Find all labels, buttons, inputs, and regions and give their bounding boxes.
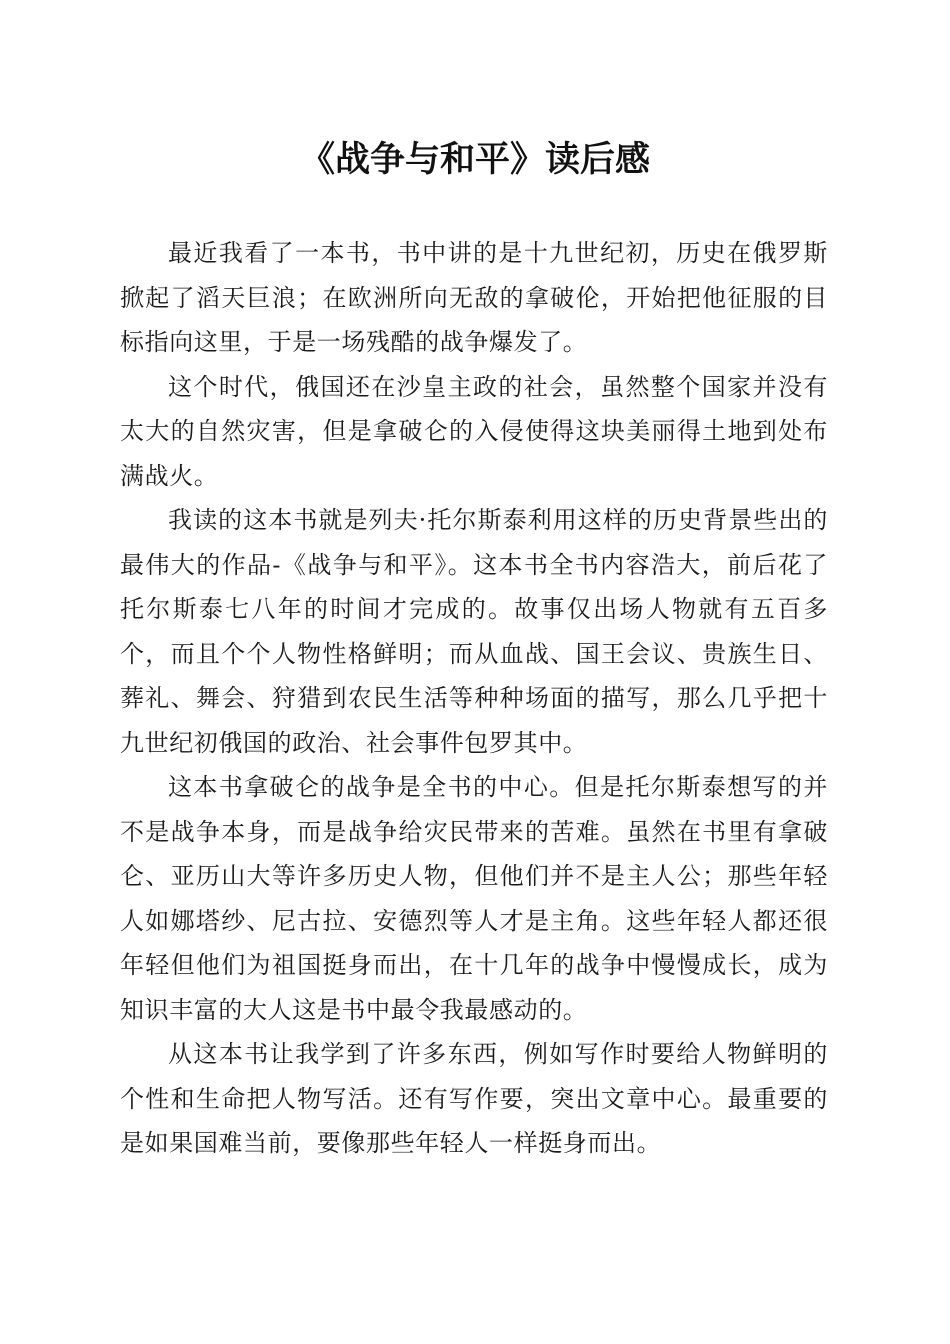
paragraph-2: 这个时代，俄国还在沙皇主政的社会，虽然整个国家并没有太大的自然灾害，但是拿破仑的入侵使得这块美丽得土地到处布满战火。	[120, 372, 828, 490]
paragraph-5: 从这本书让我学到了许多东西，例如写作时要给人物鲜明的个性和生命把人物写活。还有写作要，突出文章中心。最重要的是如果国难当前，要像那些年轻人一样挺身而出。	[120, 1040, 828, 1157]
document-body	[120, 231, 828, 1166]
document-title: 《战争与和平》读后感	[299, 139, 650, 180]
paragraph-3: 我读的这本书就是列夫·托尔斯泰利用这样的历史背景些出的最伟大的作品-《战争与和平》。这本书全书内容浩大，前后花了托尔斯泰七八年的时间才完成的。故事仅出场人物就有五百多个，而且个个人物性格鲜明；而从血战、国王会议、贵族生日、葬礼、舞会、狩猎到农民生活等种种场面的描写，那么几乎把十九世纪初俄国的政治、社会事件包罗其中。	[120, 506, 828, 757]
paragraph-1: 最近我看了一本书，书中讲的是十九世纪初，历史在俄罗斯掀起了滔天巨浪；在欧洲所向无敌的拿破伦，开始把他征服的目标指向这里，于是一场残酷的战争爆发了。	[120, 239, 828, 356]
paragraph-4: 这本书拿破仑的战争是全书的中心。但是托尔斯泰想写的并不是战争本身，而是战争给灾民带来的苦难。虽然在书里有拿破仑、亚历山大等许多历史人物，但他们并不是主人公；那些年轻人如娜塔纱、尼古拉、安德烈等人才是主角。这些年轻人都还很年轻但他们为祖国挺身而出，在十几年的战争中慢慢成长，成为知识丰富的大人这是书中最令我最感动的。	[120, 773, 828, 1024]
